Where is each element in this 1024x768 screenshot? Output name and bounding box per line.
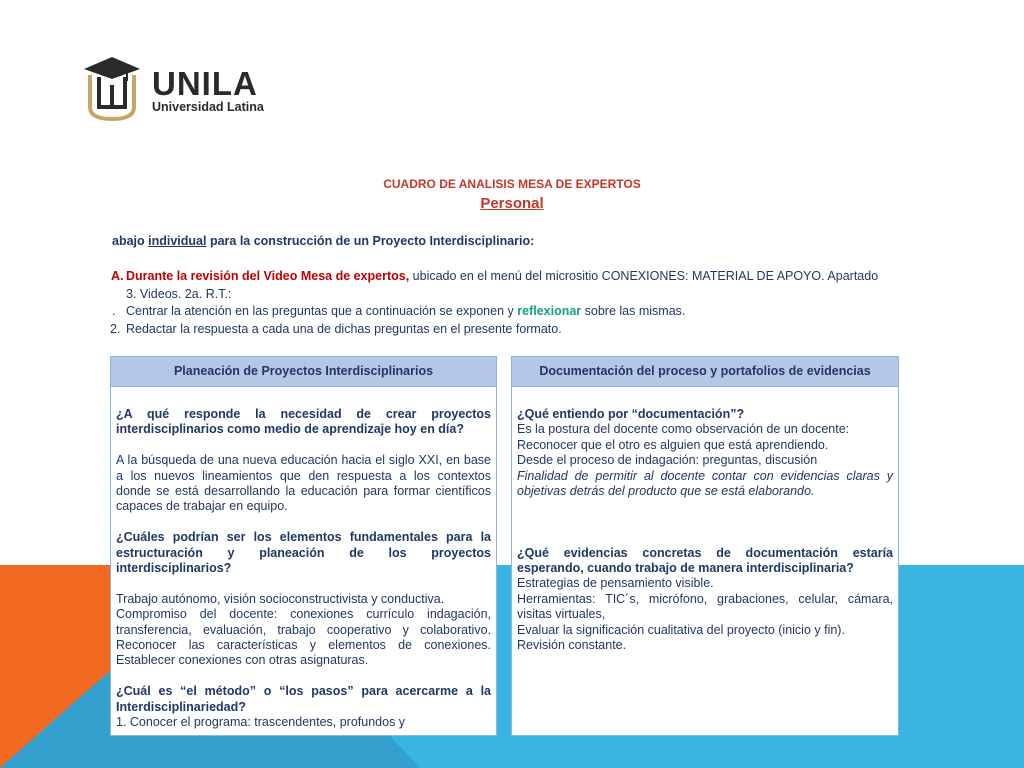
documentation-answer-1-line-3: Desde el proceso de indagación: preguntas, discusión [517, 453, 818, 468]
documentation-answer-2-line-4: Revisión constante. [517, 638, 627, 653]
instruction-marker-c: 2. [110, 322, 121, 336]
instruction-a [126, 269, 878, 283]
page-title: CUADRO DE ANALISIS MESA DE EXPERTOS [383, 177, 641, 191]
planning-question-2: ¿Cuáles podrían ser los elementos fundamentales para la estructuración y planeación de los proyectos interdisciplinarios? [116, 530, 491, 576]
instruction-b-text-before: Centrar la atención en las preguntas que a continuación se exponen y [126, 304, 518, 318]
documentation-answer-1-italic: Finalidad de permitir al docente contar con evidencias claras y objetivas detrás del producto que se está elaborando. [517, 468, 893, 499]
documentation-column-header: Documentación del proceso y portafolios de evidencias [512, 357, 898, 387]
planning-question-1: ¿A qué responde la necesidad de crear proyectos interdisciplinarios como medio de aprendizaje hoy en día? [116, 407, 491, 437]
documentation-column [511, 356, 899, 736]
instruction-b-highlight: reflexionar [517, 304, 582, 318]
instruction-marker-b: . [112, 304, 116, 318]
documentation-column-body [517, 407, 893, 653]
logo-name: UNILA [152, 65, 258, 102]
documentation-answer-1-line-1: Es la postura del docente como observación de un docente: [517, 422, 850, 437]
instruction-c: Redactar la respuesta a cada una de dichas preguntas en el presente formato. [126, 322, 562, 336]
planning-column [110, 356, 497, 736]
intro-prefix: abajo [112, 234, 149, 248]
documentation-question-1: ¿Qué entiendo por “documentación”? [517, 407, 745, 421]
planning-answer-2-line-1: Trabajo autónomo, visión socioconstructivista y conductiva. [116, 591, 445, 606]
documentation-answer-1-line-2: Reconocer que el otro es alguien que está aprendiendo. [517, 437, 829, 452]
planning-column-header: Planeación de Proyectos Interdisciplinarios [111, 357, 496, 387]
instruction-a-highlight: Durante la revisión del Video Mesa de expertos, [126, 269, 410, 283]
intro-emphasis: individual [148, 234, 207, 248]
documentation-answer-2-line-3: Evaluar la significación cualitativa del proyecto (inicio y fin). [517, 622, 845, 637]
instruction-marker-a: A. [111, 269, 124, 283]
university-logo [82, 55, 282, 125]
instruction-a-continuation: 3. Videos. 2a. R.T.: [126, 287, 232, 301]
logo-emblem-icon [82, 55, 142, 123]
planning-answer-1: A la búsqueda de una nueva educación hacia el siglo XXI, en base a los nuevos lineamientos que den respuesta a los contextos donde se está desarrollando la educación para formar científicos capaces de trabajar en equipo. [116, 453, 491, 514]
intro-suffix: para la construcción de un Proyecto Interdisciplinario: [206, 234, 535, 248]
documentation-question-2: ¿Qué evidencias concretas de documentación estaría esperando, cuando trabajo de manera interdisciplinaria? [517, 545, 893, 576]
planning-question-3: ¿Cuál es “el método” o “los pasos” para acercarme a la Interdisciplinariedad? [116, 684, 491, 714]
documentation-answer-2-line-2: Herramientas: TIC´s, micrófono, grabaciones, celular, cámara, visitas virtuales, [517, 591, 893, 622]
planning-answer-3: 1. Conocer el programa: trascendentes, profundos y [116, 715, 406, 730]
instruction-b [126, 304, 685, 318]
logo-subtitle: Universidad Latina [152, 100, 264, 114]
intro-line [112, 234, 534, 248]
instruction-a-text: ubicado en el menú del micrositio CONEXIONES: MATERIAL DE APOYO. Apartado [409, 269, 879, 283]
documentation-answer-2-line-1: Estrategias de pensamiento visible. [517, 576, 714, 591]
planning-column-body [116, 407, 491, 730]
instruction-b-text-after: sobre las mismas. [581, 304, 686, 318]
page-subtitle: Personal [480, 195, 544, 212]
planning-answer-2-line-2: Compromiso del docente: conexiones currículo indagación, transferencia, evaluación, trabajo cooperativo y colaborativo. Reconocer las características y elementos de conexiones. Establecer conexiones con otras asignaturas. [116, 607, 491, 668]
